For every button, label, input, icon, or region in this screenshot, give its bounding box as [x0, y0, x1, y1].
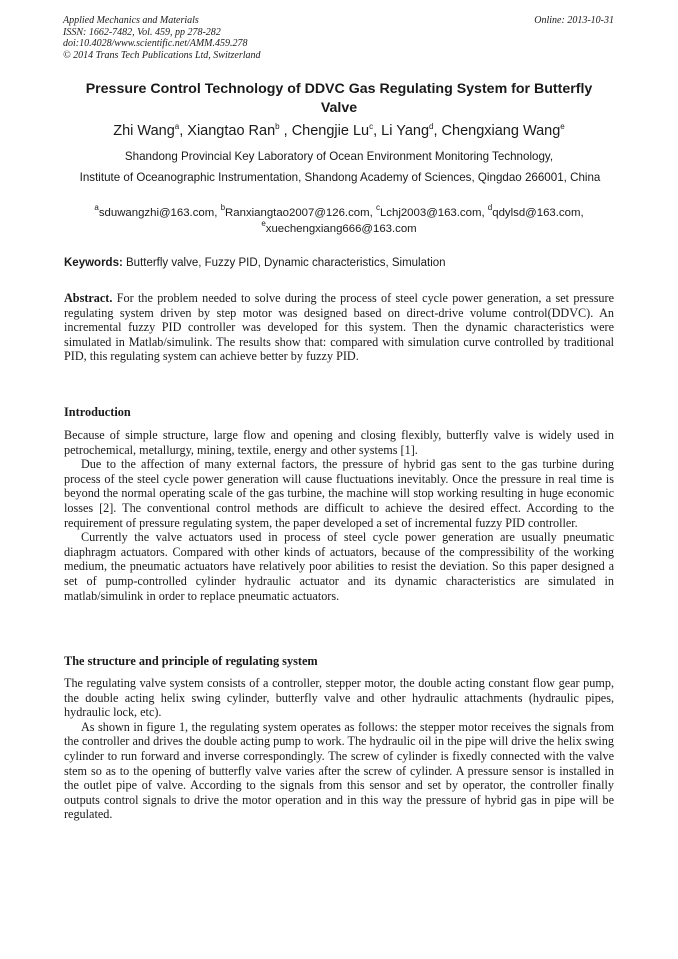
email-sup: d — [487, 203, 493, 212]
structure-body — [64, 676, 614, 822]
author-name: Li Yang — [381, 123, 430, 139]
email-sup: c — [375, 203, 380, 212]
author-name: Chengjie Lu — [291, 123, 370, 139]
abstract — [64, 291, 614, 364]
introduction-body — [64, 428, 614, 603]
author-name: Chengxiang Wang — [441, 123, 561, 139]
paragraph: Because of simple structure, large flow and opening and closing flexibly, butterfly valve is widely used in petrochemical, metallurgy, mining, textile, energy and other systems [1]. — [64, 428, 614, 457]
issn-line: ISSN: 1662-7482, Vol. 459, pp 278-282 — [63, 26, 221, 38]
author-sup: c — [369, 122, 374, 131]
paragraph: Currently the valve actuators used in process of steel cycle power generation are usually pneumatic diaphragm actuators. Compared with other kinds of actuators, because of the compressibility of the working medium, the pneumatic actuators have relatively poor abilities to resist the deviation. So this paper designed a set of pump-controlled cylinder hydraulic actuator and its dynamic characteristics are simulated in matlab/simulink in order to replace pneumatic actuators. — [64, 530, 614, 603]
author-name: Zhi Wang — [113, 123, 175, 139]
email-sup: a — [94, 203, 99, 212]
author-sup: e — [560, 122, 565, 131]
affiliation-line-1: Shandong Provincial Key Laboratory of Ocean Environment Monitoring Technology, — [124, 150, 554, 163]
introduction-heading: Introduction — [64, 405, 131, 419]
keywords-text: Butterfly valve, Fuzzy PID, Dynamic characteristics, Simulation — [126, 257, 446, 269]
paragraph: Due to the affection of many external factors, the pressure of hybrid gas sent to the gas turbine during process of the steel cycle power generation will cause fluctuations inevitably. Once the pressure in real time is beyond the normal operating scale of the gas turbine, the machine will stop working resulting in huge economic losses [2]. The conventional control methods are difficult to achieve the desired effect. According to the requirement of pressure regulating system, the paper developed a set of incremental fuzzy PID controller. — [64, 457, 614, 530]
email-address[interactable]: sduwangzhi@163.com — [98, 207, 215, 219]
copyright-line: © 2014 Trans Tech Publications Ltd, Switzerland — [63, 49, 261, 61]
affiliation-line-2: Institute of Oceanographic Instrumentation, Shandong Academy of Sciences, Qingdao 266001, China — [79, 171, 601, 184]
email-sup: b — [220, 203, 226, 212]
email-address[interactable]: Lchj2003@163.com — [379, 207, 482, 219]
journal-name: Applied Mechanics and Materials — [63, 15, 199, 26]
paragraph: The regulating valve system consists of a controller, stepper motor, the double acting constant flow gear pump, the double acting helix swing cylinder, butterfly valve and other hydraulic attachments (hydraulic pipes, hydraulic lock, etc). — [64, 676, 614, 720]
author-sup: d — [429, 122, 434, 131]
email-sup: e — [261, 219, 266, 228]
paper-title: Pressure Control Technology of DDVC Gas Regulating System for Butterfly Valve — [85, 81, 593, 116]
author-name: Xiangtao Ran — [187, 123, 276, 139]
structure-heading: The structure and principle of regulating system — [64, 654, 318, 668]
author-list: Zhi Wang$^a$, Xiangtao Ran$^b$ , Chengjie Lu$^c$, Li Yang$^d$, Chengxiang Wang$^e$ — [113, 122, 565, 139]
author-sup: b — [275, 122, 280, 131]
paragraph: As shown in figure 1, the regulating system operates as follows: the stepper motor receives the signals from the controller and drives the double acting pump to work. The hydraulic oil in the pipe will drive the helix swing cylinder to run forward and inverse correspondingly. The screw of cylinder is fixedly connected with the valve stem so as to the opening of butterfly valve varies after the screw of cylinder. A pressure sensor is installed in the outlet pipe of valve. According to the signals from this sensor and set by operator, the controller finally outputs control signals to drive the motor operation and in this way the pressure of hybrid gas in pipe will be regulated. — [64, 719, 614, 822]
online-date: Online: 2013-10-31 — [534, 15, 614, 26]
author-sup: a — [174, 122, 180, 131]
journal-header — [63, 15, 614, 61]
email-address[interactable]: Ranxiangtao2007@126.com — [225, 207, 370, 219]
email-list: $^a$sduwangzhi@163.com, $^b$Ranxiangtao2007@126.com, $^c$Lchj2003@163.com, $^d$qdylsd@163.com, $^e$xuechengxiang666@163.com — [94, 203, 584, 235]
email-address[interactable]: xuechengxiang666@163.com — [265, 223, 417, 235]
doi-line[interactable]: doi:10.4028/www.scientific.net/AMM.459.278 — [63, 38, 248, 49]
keywords — [64, 256, 618, 271]
abstract-text: For the problem needed to solve during the process of steel cycle power generation, a set pressure regulating system driven by step motor was designed based on direct-drive volume control(DDVC). An incremental fuzzy PID controller was developed for this system. Then the dynamic characteristics were simulated in Matlab/simulink. The results show that: compared with simulation curve controlled by traditional PID, this regulating system can achieve better by fuzzy PID. — [64, 291, 614, 364]
abstract-label: Abstract. — [64, 291, 113, 305]
keywords-label: Keywords: — [64, 257, 123, 269]
email-address[interactable]: qdylsd@163.com — [492, 207, 581, 219]
